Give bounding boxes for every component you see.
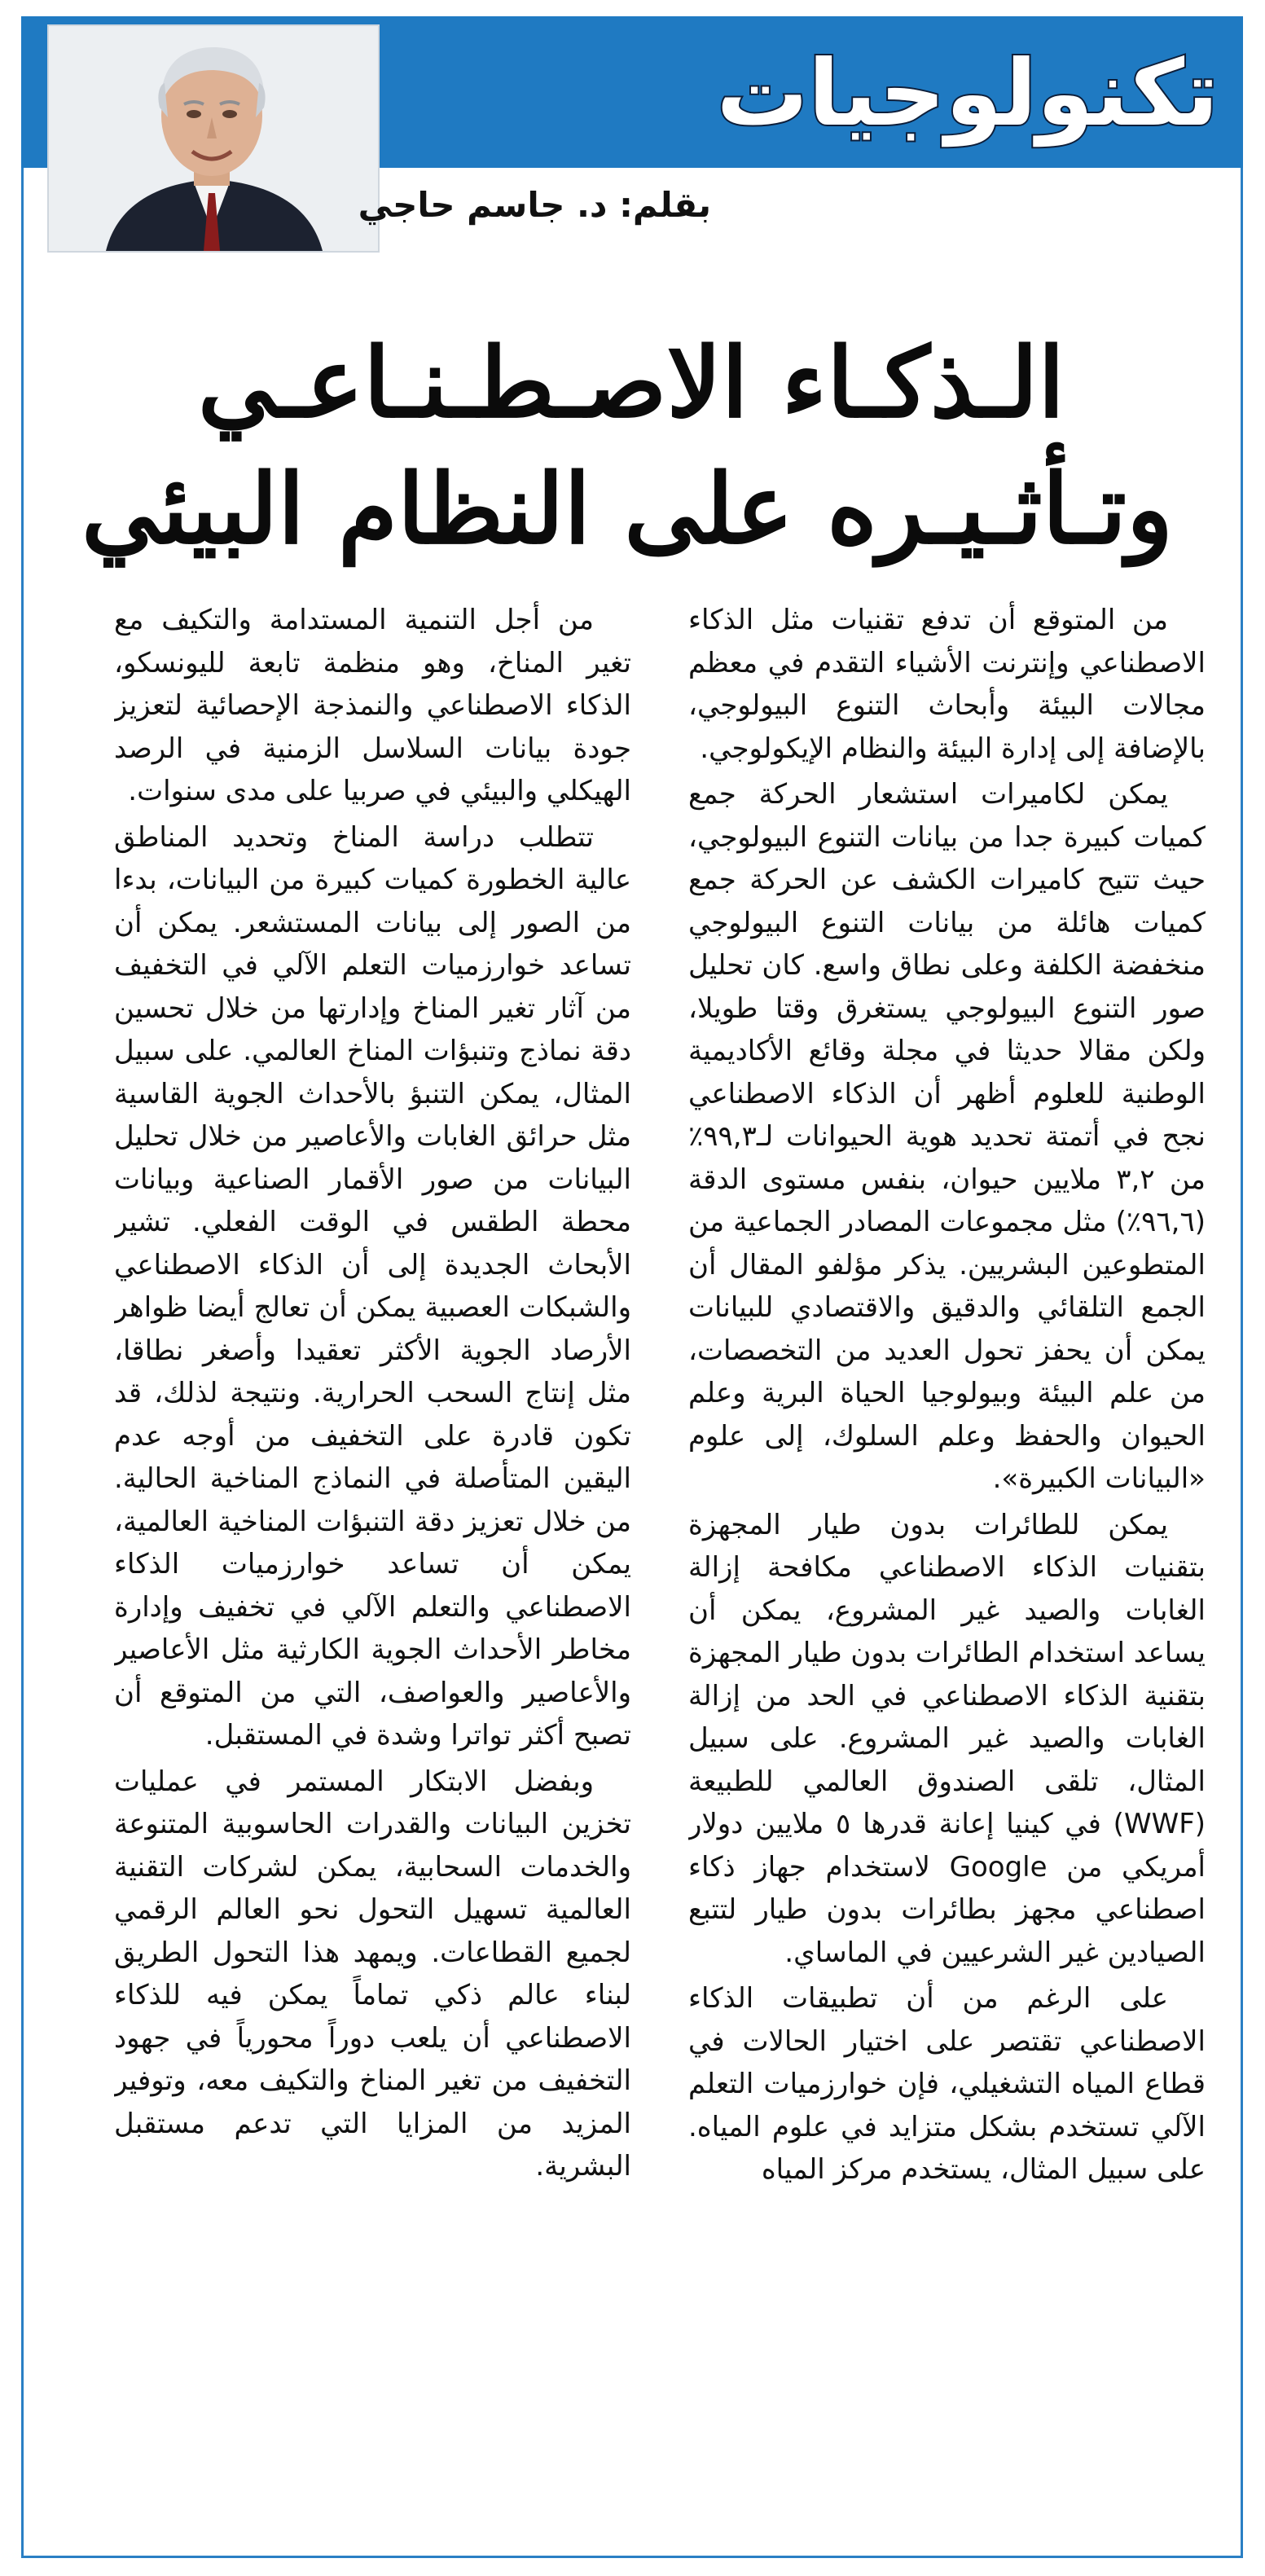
article-column-right [688, 599, 1206, 2538]
paragraph: وبفضل الابتكار المستمر في عمليات تخزين البيانات والقدرات الحاسوبية المتنوعة والخدمات السحابية، يمكن لشركات التقنية العالمية تسهيل التحول نحو العالم الرقمي لجميع القطاعات. ويمهد هذا التحول الطريق لبناء عالم ذكي تماماً يمكن فيه للذكاء الاصطناعي أن يلعب دوراً محورياً في جهود التخفيف من تغير المناخ والتكيف معه، وتوفير المزيد من المزايا التي تدعم مستقبل البشرية. [114, 1765, 631, 2183]
paragraph: من أجل التنمية المستدامة والتكيف مع تغير المناخ، وهو منظمة تابعة لليونسكو، الذكاء الاصطناعي والنمذجة الإحصائية لتعزيز جودة بيانات السلاسل الزمنية في الرصد الهيكلي والبيئي في صربيا على مدى سنوات. [114, 604, 631, 807]
byline: بقلم: د. جاسم حاجي [358, 185, 711, 225]
paragraph: من المتوقع أن تدفع تقنيات مثل الذكاء الاصطناعي وإنترنت الأشياء التقدم في معظم مجالات البيئة وأبحاث التنوع البيولوجي، بالإضافة إلى إدارة البيئة والنظام الإيكولوجي. [688, 604, 1206, 765]
headline-line-2: وتـأثـيـره على النظام البيئي [81, 452, 1173, 565]
author-portrait-icon [49, 26, 378, 251]
section-title: تكنولوجيات [716, 41, 1219, 147]
author-photo [47, 24, 380, 253]
headline-line-1: الـذكـاء الاصـطـنـاعـي [197, 326, 1065, 439]
paragraph: على الرغم من أن تطبيقات الذكاء الاصطناعي تقتصر على اختيار الحالات في قطاع المياه التشغيلي، فإن خوارزميات التعلم الآلي تستخدم بشكل متزايد في علوم المياه. على سبيل المثال، يستخدم مركز المياه [688, 1982, 1206, 2186]
article-body [114, 599, 1206, 2538]
article-column-left [114, 599, 631, 2538]
paragraph: تتطلب دراسة المناخ وتحديد المناطق عالية الخطورة كميات كبيرة من البيانات، بدءا من الصور إلى بيانات المستشعر. يمكن أن تساعد خوارزميات التعلم الآلي في التخفيف من آثار تغير المناخ وإدارتها من خلال تحسين دقة نماذج وتنبؤات المناخ العالمي. على سبيل المثال، يمكن التنبؤ بالأحداث الجوية القاسية مثل حرائق الغابات والأعاصير من خلال تحليل البيانات من صور الأقمار الصناعية وبيانات محطة الطقس في الوقت الفعلي. تشير الأبحاث الجديدة إلى أن الذكاء الاصطناعي والشبكات العصبية يمكن أن تعالج أيضا ظواهر الأرصاد الجوية الأكثر تعقيدا وأصغر نطاقا، مثل إنتاج السحب الحرارية. ونتيجة لذلك، قد تكون قادرة على التخفيف من أوجه عدم اليقين المتأصلة في النماذج المناخية الحالية. من خلال تعزيز دقة التنبؤات المناخية العالمية، يمكن أن تساعد خوارزميات الذكاء الاصطناعي والتعلم الآلي في تخفيف وإدارة مخاطر الأحداث الجوية الكارثية مثل الأعاصير والأعاصير والعواصف، التي من المتوقع أن تصبح أكثر تواترا وشدة في المستقبل. [114, 820, 631, 1752]
paragraph: يمكن للطائرات بدون طيار المجهزة بتقنيات الذكاء الاصطناعي مكافحة إزالة الغابات والصيد غير المشروع، يمكن أن يساعد استخدام الطائرات بدون طيار المجهزة بتقنية الذكاء الاصطناعي في الحد من إزالة الغابات والصيد غير المشروع. على سبيل المثال، تلقى الصندوق العالمي للطبيعة (WWF) في كينيا إعانة قدرها ٥ ملايين دولار أمريكي من Google لاستخدام جهاز ذكاء اصطناعي مجهز بطائرات بدون طيار لتتبع الصيادين غير الشرعيين في الماساي. [688, 1508, 1206, 1969]
paragraph: يمكن لكاميرات استشعار الحركة جمع كميات كبيرة جدا من بيانات التنوع البيولوجي، حيث تتيح كاميرات الكشف عن الحركة جمع كميات هائلة من بيانات التنوع البيولوجي منخفضة الكلفة وعلى نطاق واسع. كان تحليل صور التنوع البيولوجي يستغرق وقتا طويلا، ولكن مقالا حديثا في مجلة وقائع الأكاديمية الوطنية للعلوم أظهر أن الذكاء الاصطناعي نجح في أتمتة تحديد هوية الحيوانات لـ٩٩,٣٪ من ٣,٢ ملايين حيوان، بنفس مستوى الدقة (٩٦,٦٪) مثل مجموعات المصادر الجماعية من المتطوعين البشريين. يذكر مؤلفو المقال أن الجمع التلقائي والدقيق والاقتصادي للبيانات يمكن أن يحفز تحول العديد من التخصصات، من علم البيئة وبيولوجيا الحياة البرية وعلم الحيوان والحفظ وعلم السلوك، إلى علوم «البيانات الكبيرة». [688, 778, 1206, 1495]
